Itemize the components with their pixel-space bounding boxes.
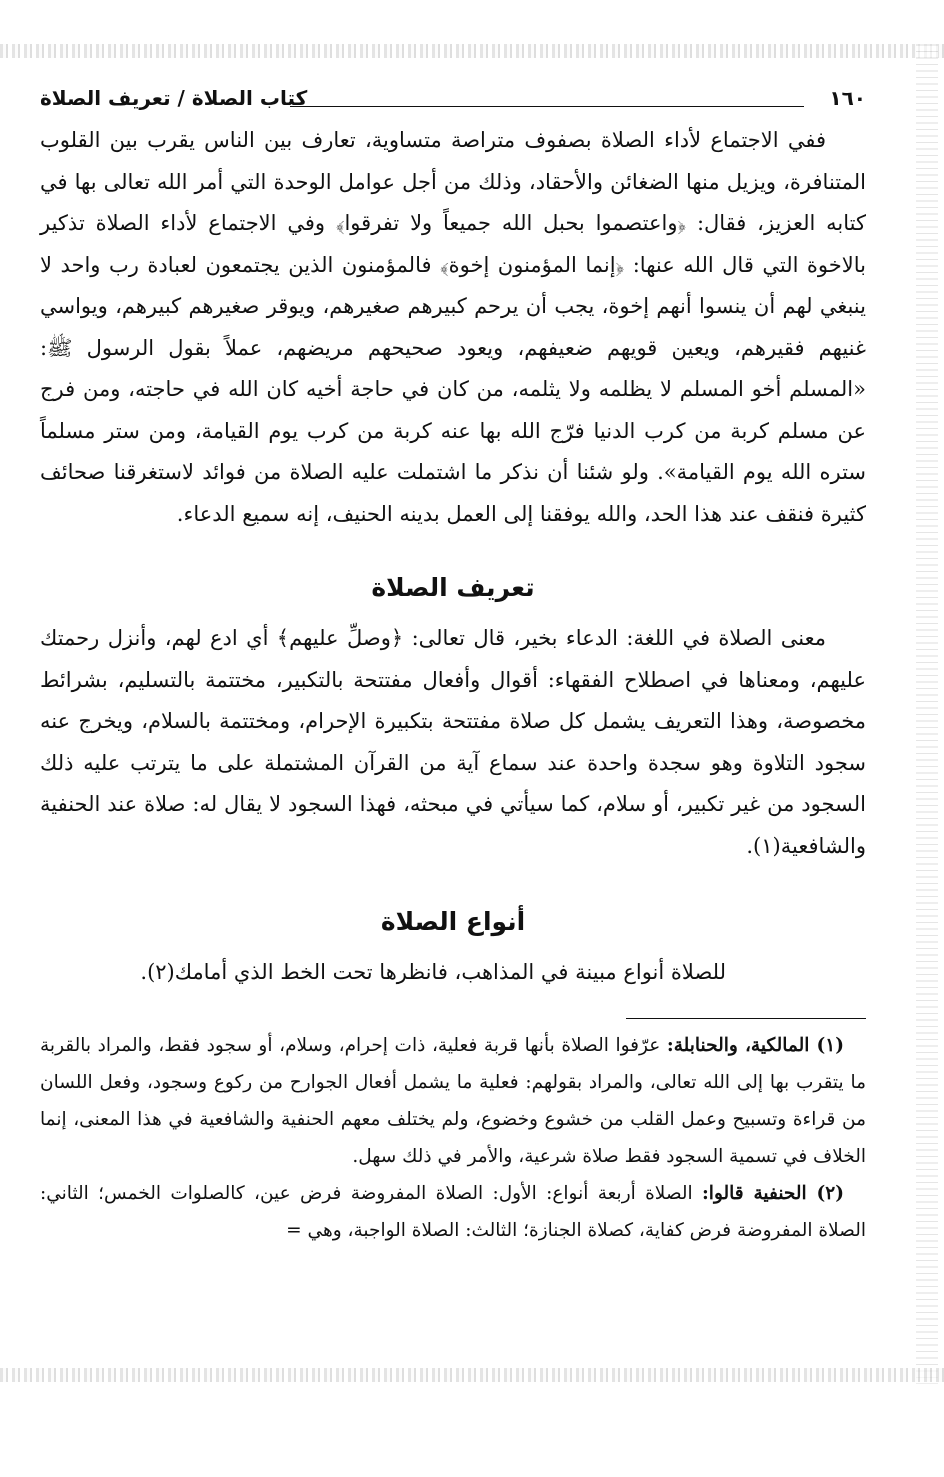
definition-paragraph: معنى الصلاة في اللغة: الدعاء بخير، قال تعالى: ﴿وصلِّ عليهم﴾ أي ادع لهم، وأنزل رحمتك عليهم، ومعناها في اصطلاح الفقهاء: أقوال وأفعال مفتتحة بالتكبير، مختتمة بالتسليم، بشرائط مخصوصة، وهذا التعريف يشمل كل صلاة مفتتحة بتكبيرة الإحرام، ومختتمة بالسلام، ويخرج عنه سجود التلاوة وهو سجدة واحدة عند سماع آية من القرآن المشتملة على ما يترتب عليه ذلك السجود من غير تكبير، أو سلام، كما سيأتي في مبحثه، فهذا السجود لا يقال له: صلاة عند الحنفية والشافعية(١).	[40, 626, 866, 858]
page-number: ١٦٠	[829, 86, 866, 110]
types-paragraph: للصلاة أنواع مبينة في المذاهب، فانظرها تحت الخط الذي أمامك(٢).	[140, 960, 726, 984]
page-header	[40, 80, 866, 120]
intro-paragraph: ففي الاجتماع لأداء الصلاة بصفوف متراصة متساوية، تعارف بين الناس يقرب بين القلوب المتنافرة، ويزيل منها الضغائن والأحقاد، وذلك من أجل عوامل الوحدة التي أمر الله تعالى بها في كتابه العزيز، فقال: ﴿واعتصموا بحبل الله جميعاً ولا تفرقوا﴾ وفي الاجتماع لأداء الصلاة تذكير بالاخوة التي قال الله عنها: ﴿إنما المؤمنون إخوة﴾ فالمؤمنون الذين يجتمعون لعبادة رب واحد لا ينبغي لهم أن ينسوا أنهم إخوة، يجب أن يرحم كبيرهم صغيرهم، ويوقر صغيرهم كبيرهم، ويواسي غنيهم فقيرهم، ويعين قويهم ضعيفهم، ويعود صحيحهم مريضهم، عملاً بقول الرسول ﷺ: «المسلم أخو المسلم لا يظلمه ولا يثلمه، من كان في حاجة أخيه كان الله في حاجته، ومن فرج عن مسلم كربة من كرب الدنيا فرّج الله بها عنه كربة من كرب يوم القيامة، ومن ستر مسلماً ستره الله يوم القيامة». ولو شئنا أن نذكر ما اشتملت عليه الصلاة من فوائد لاستغرقنا صحائف كثيرة فنقف عند هذا الحد، والله يوفقنا إلى العمل بدينه الحنيف، إنه سميع الدعاء.	[40, 128, 866, 526]
footnote-1	[40, 1027, 866, 1175]
scan-edge-right	[916, 44, 938, 1384]
footnote-rule	[626, 1018, 866, 1019]
running-title: كتاب الصلاة / تعريف الصلاة	[40, 86, 308, 110]
scan-edge-top	[0, 44, 944, 58]
footnotes	[40, 1027, 866, 1249]
book-page	[40, 80, 866, 1249]
section-heading-types: أنواع الصلاة	[380, 907, 526, 936]
footnote-2-text: الصلاة أربعة أنواع: الأول: الصلاة المفروضة فرض عين، كالصلوات الخمس؛ الثاني: الصلاة المفروضة فرض كفاية، كصلاة الجنازة؛ الثالث: الصلاة الواجبة، وهي =	[40, 1182, 866, 1241]
header-rule	[290, 106, 804, 107]
footnote-2-lead: (٢) الحنفية قالوا:	[701, 1182, 844, 1204]
footnote-1-text: عرّفوا الصلاة بأنها قربة فعلية، ذات إحرام، وسلام، أو سجود فقط، والمراد بالقربة ما يتقرب بها إلى الله تعالى، والمراد بقولهم: فعلية ما يشمل أفعال الجوارح من ركوع وسجود، وفعل اللسان من قراءة وتسبيح وعمل القلب من خشوع وخضوع، ولم يختلف معهم الحنفية والشافعية في هذا المعنى، إنما الخلاف في تسمية السجود فقط صلاة شرعية، والأمر في ذلك سهل.	[40, 1034, 866, 1167]
footnote-1-lead: (١) المالكية، والحنابلة:	[666, 1034, 844, 1056]
section-heading-definition: تعريف الصلاة	[371, 573, 535, 602]
scan-edge-bottom	[0, 1368, 944, 1382]
footnote-2	[40, 1175, 866, 1249]
